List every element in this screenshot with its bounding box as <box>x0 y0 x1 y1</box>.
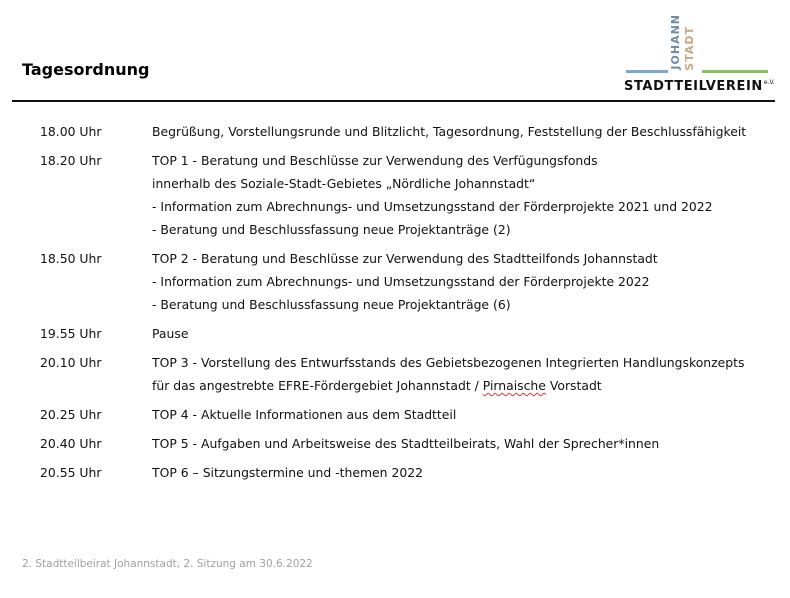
agenda-line: innerhalb des Soziale-Stadt-Gebietes „Nördliche Johannstadt“ <box>152 176 536 191</box>
agenda-line-part: Vorstadt <box>545 378 602 393</box>
agenda-description <box>152 461 780 484</box>
agenda-line: TOP 6 – Sitzungstermine und -themen 2022 <box>152 465 424 480</box>
agenda-line: - Beratung und Beschlussfassung neue Projektanträge (6) <box>152 297 511 312</box>
agenda-line: TOP 4 - Aktuelle Informationen aus dem Stadtteil <box>152 407 457 422</box>
agenda-item <box>40 351 780 397</box>
agenda-line: Pause <box>152 326 189 341</box>
agenda-description <box>152 120 780 143</box>
title-divider <box>12 100 775 102</box>
agenda-line: - Information zum Abrechnungs- und Umsetzungsstand der Förderprojekte 2022 <box>152 274 650 289</box>
agenda-line: - Beratung und Beschlussfassung neue Projektanträge (2) <box>152 222 511 237</box>
spellcheck-word: Pirnaische <box>482 378 546 393</box>
agenda-item <box>40 461 780 484</box>
agenda-item <box>40 247 780 316</box>
agenda-item <box>40 120 780 143</box>
agenda-line: TOP 2 - Beratung und Beschlüsse zur Verwendung des Stadtteilfonds Johannstadt <box>152 251 658 266</box>
agenda-time: 19.55 Uhr <box>40 326 102 341</box>
agenda-item <box>40 149 780 241</box>
agenda-line-part: für das angestrebte EFRE-Fördergebiet Johannstadt / <box>152 378 483 393</box>
agenda-item <box>40 403 780 426</box>
agenda-line: TOP 5 - Aufgaben und Arbeitsweise des Stadtteilbeirats, Wahl der Sprecher*innen <box>152 436 660 451</box>
agenda-description <box>152 247 780 316</box>
logo-word-johann: JOHANN <box>669 14 682 70</box>
agenda-line: - Information zum Abrechnungs- und Umsetzungsstand der Förderprojekte 2021 und 2022 <box>152 199 713 214</box>
slide-footer: 2. Stadtteilbeirat Johannstadt, 2. Sitzung am 30.6.2022 <box>22 558 313 570</box>
agenda-time: 20.55 Uhr <box>40 465 102 480</box>
agenda-description <box>152 351 780 397</box>
logo-brand-suffix: e.V. <box>763 79 775 86</box>
logo-word-stadt: STADT <box>683 26 696 71</box>
agenda-line <box>152 374 780 397</box>
logo-brand-text: STADTTEILVEREIN <box>624 79 763 94</box>
logo-blue-line <box>626 70 668 73</box>
agenda-item <box>40 322 780 345</box>
stadtteilverein-logo <box>622 12 774 98</box>
agenda-description <box>152 149 780 241</box>
agenda-description <box>152 432 780 455</box>
logo-green-line <box>702 70 768 73</box>
agenda-description <box>152 403 780 426</box>
agenda-time: 20.25 Uhr <box>40 407 102 422</box>
agenda-line: Begrüßung, Vorstellungsrunde und Blitzlicht, Tagesordnung, Feststellung der Beschlussfähigkeit <box>152 124 747 139</box>
agenda-time: 18.00 Uhr <box>40 124 102 139</box>
agenda-list <box>40 120 780 490</box>
agenda-line: TOP 1 - Beratung und Beschlüsse zur Verwendung des Verfügungsfonds <box>152 153 598 168</box>
agenda-time: 20.40 Uhr <box>40 436 102 451</box>
agenda-line: TOP 3 - Vorstellung des Entwurfsstands des Gebietsbezogenen Integrierten Handlungskonzepts <box>152 355 745 370</box>
agenda-description <box>152 322 780 345</box>
agenda-time: 18.20 Uhr <box>40 153 102 168</box>
logo-brand <box>624 79 775 94</box>
agenda-item <box>40 432 780 455</box>
agenda-time: 20.10 Uhr <box>40 355 102 370</box>
slide-title: Tagesordnung <box>22 60 150 79</box>
agenda-time: 18.50 Uhr <box>40 251 102 266</box>
